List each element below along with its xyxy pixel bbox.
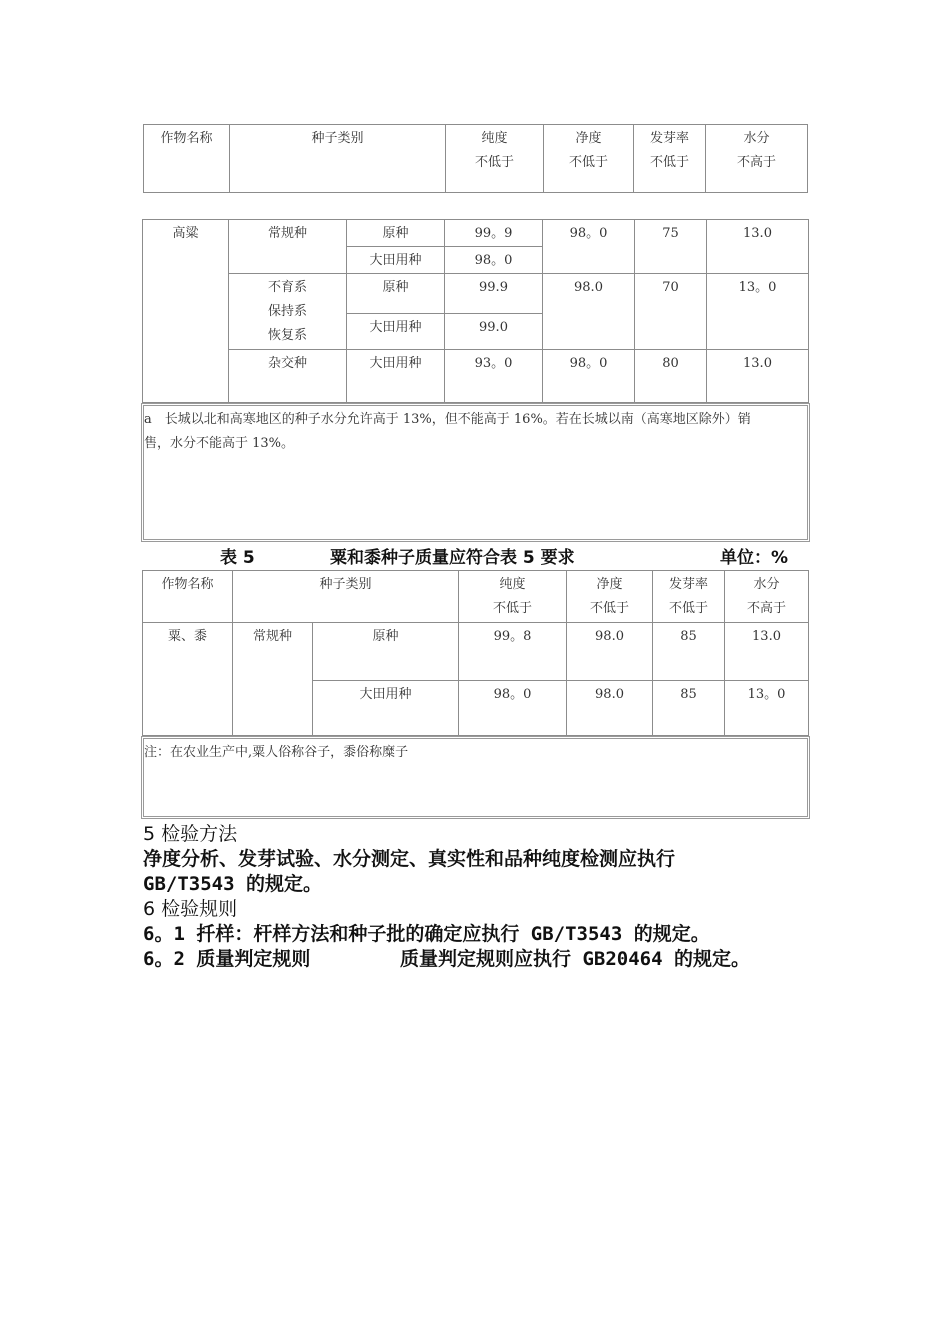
table5-unit: 单位：%: [720, 548, 789, 568]
header-moisture: 水分 不高于: [706, 125, 808, 193]
section-6-title: 6 检验规则: [143, 898, 238, 920]
sorghum-grade-cell: 大田用种: [347, 314, 445, 350]
sorghum-grade-cell: 大田用种: [347, 247, 445, 274]
table5-label: 表 5: [220, 548, 255, 568]
millet-note-box: [141, 736, 810, 819]
sorghum-purity-cell: 98。0: [445, 247, 543, 274]
millet-note-text: 注：在农业生产中,粟人俗称谷子，黍俗称糜子: [144, 745, 409, 760]
sorghum-crop-cell: 高粱: [143, 220, 229, 403]
sorghum-germ-cell: 70: [635, 274, 707, 350]
millet-type-cell: 常规种: [233, 623, 313, 736]
sorghum-grade-cell: 原种: [347, 274, 445, 314]
millet-header-moisture: 水分 不高于: [725, 571, 809, 623]
header-crop: 作物名称: [144, 125, 230, 193]
millet-purity-cell: 98。0: [459, 681, 567, 736]
millet-germ-cell: 85: [653, 681, 725, 736]
millet-germ-cell: 85: [653, 623, 725, 681]
section-6-1: 6。1 扦样：杆样方法和种子批的确定应执行 GB/T3543 的规定。: [143, 923, 710, 945]
millet-grade-cell: 原种: [313, 623, 459, 681]
sorghum-type-cell: 不育系 保持系 恢复系: [229, 274, 347, 350]
sorghum-purity-cell: 99。9: [445, 220, 543, 247]
header-purity: 纯度 不低于: [446, 125, 544, 193]
millet-header-clean: 净度 不低于: [567, 571, 653, 623]
millet-table: [142, 570, 809, 736]
header-category: 种子类别: [230, 125, 446, 193]
millet-header-purity: 纯度 不低于: [459, 571, 567, 623]
millet-clean-cell: 98.0: [567, 623, 653, 681]
sorghum-clean-cell: 98.0: [543, 274, 635, 350]
millet-grade-cell: 大田用种: [313, 681, 459, 736]
sorghum-germ-cell: 75: [635, 220, 707, 274]
sorghum-moisture-cell: 13.0: [707, 220, 809, 274]
sorghum-grade-cell: 大田用种: [347, 350, 445, 403]
sorghum-grade-cell: 原种: [347, 220, 445, 247]
header-table: [143, 124, 808, 193]
section-5-body-cont: GB/T3543 的规定。: [143, 873, 322, 895]
sorghum-note-line: a 长城以北和高寒地区的种子水分允许高于 13%，但不能高于 16%。若在长城以南（高寒地区除外）销: [144, 412, 751, 427]
sorghum-note-box: [141, 403, 810, 542]
sorghum-moisture-cell: 13.0: [707, 350, 809, 403]
sorghum-type-cell: 杂交种: [229, 350, 347, 403]
millet-header-crop: 作物名称: [143, 571, 233, 623]
sorghum-clean-cell: 98。0: [543, 350, 635, 403]
millet-header-category: 种子类别: [233, 571, 459, 623]
millet-purity-cell: 99。8: [459, 623, 567, 681]
sorghum-purity-cell: 99.0: [445, 314, 543, 350]
section-5-title: 5 检验方法: [143, 823, 238, 845]
sorghum-table: [142, 219, 809, 403]
sorghum-purity-cell: 93。0: [445, 350, 543, 403]
section-5-body: 净度分析、发芽试验、水分测定、真实性和品种纯度检测应执行: [143, 848, 676, 870]
section-6-2-label: 6。2 质量判定规则: [143, 948, 311, 970]
millet-moisture-cell: 13.0: [725, 623, 809, 681]
millet-header-germ: 发芽率 不低于: [653, 571, 725, 623]
sorghum-type-cell: 常规种: [229, 220, 347, 274]
header-germ: 发芽率 不低于: [634, 125, 706, 193]
header-clean: 净度 不低于: [544, 125, 634, 193]
sorghum-note-line: 售，水分不能高于 13%。: [144, 436, 295, 451]
sorghum-moisture-cell: 13。0: [707, 274, 809, 350]
sorghum-clean-cell: 98。0: [543, 220, 635, 274]
millet-clean-cell: 98.0: [567, 681, 653, 736]
sorghum-germ-cell: 80: [635, 350, 707, 403]
section-6-2-text: 质量判定规则应执行 GB20464 的规定。: [400, 948, 750, 970]
millet-moisture-cell: 13。0: [725, 681, 809, 736]
millet-crop-cell: 粟、黍: [143, 623, 233, 736]
table5-title: 粟和黍种子质量应符合表 5 要求: [330, 548, 575, 568]
sorghum-purity-cell: 99.9: [445, 274, 543, 314]
